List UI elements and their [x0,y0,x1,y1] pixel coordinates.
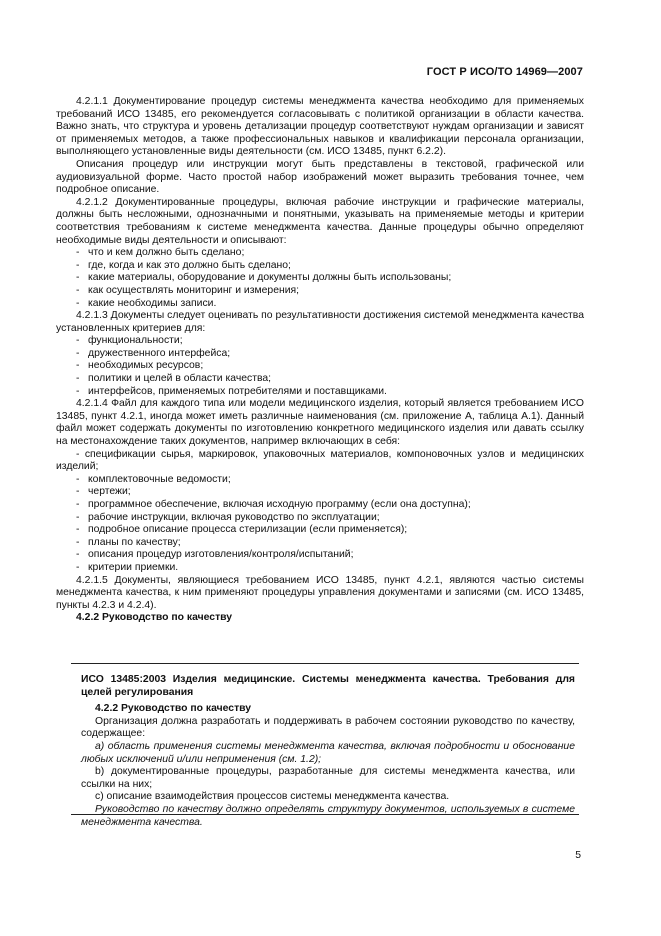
list-item: - что и кем должно быть сделано; [76,247,245,259]
list-item: - подробное описание процесса стерилизации (если применяется); [76,524,408,536]
box-item-a: а) область применения системы менеджмента качества, включая подробности и обоснование любых исключений и/или неприменения (см. 1.2); [81,740,575,765]
paragraph-4-2-1-1: 4.2.1.1 Документирование процедур системы менеджмента качества необходимо для применяемых требований ИСО 13485, его рекомендуется согласовывать с политикой организации в области качества. Важно знать, что структура и уровень детализации процедур соответствуют нуждам организации и зависят от применяемых методов, а также профессиональных навыков и квалификации персонала организации, выполняющего установленные виды деятельности (см. ИСО 13485, пункт 6.2.2). [56,96,584,158]
box-note: Руководство по качеству должно определять структуру документов, используемых в системе менеджмента качества. [81,803,575,828]
paragraph-4-2-1-2: 4.2.1.2 Документированные процедуры, включая рабочие инструкции и графические материалы, должны быть несложными, однозначными и понятными, указывать на применяемые методы и критерии соответствия требованиям к системе менеджмента качества. Данные процедуры обычно определяют необходимые виды деятельности и описывают: [56,196,584,246]
list-item: - необходимых ресурсов; [76,360,204,372]
list-item: - где, когда и как это должно быть сделано; [76,259,291,271]
list-item: - критерии приемки. [76,561,179,573]
list-item: - чертежи; [76,486,131,498]
section-heading-4-2-2: 4.2.2 Руководство по качеству [76,612,233,624]
list-item: - спецификации сырья, маркировок, упаковочных материалов, компоновочных узлов и медицинских изделий; [56,448,584,473]
list-item: - как осуществлять мониторинг и измерения; [76,284,300,296]
list-item: - комплектовочные ведомости; [76,473,231,485]
paragraph-descriptions: Описания процедур или инструкции могут быть представлены в текстовой, графической или аудиовизуальной форме. Часто простой набор изображений может выразить требования точнее, чем подробное описание. [56,158,584,196]
list-item: - какие необходимы записи. [76,297,217,309]
paragraph-4-2-1-5: 4.2.1.5 Документы, являющиеся требованием ИСО 13485, пункт 4.2.1, являются частью системы менеджмента качества, к ним применяют процедуры управления документами и записями (см. ИСО 13485, пункты 4.2.3 и 4.2.4). [56,574,584,611]
box-intro: Организация должна разработать и поддерживать в рабочем состоянии руководство по качеству, содержащее: [81,715,575,740]
list-item: - программное обеспечение, включая исходную программу (если она доступна); [76,499,471,510]
list-item: - рабочие инструкции, включая руководство по эксплуатации; [76,511,380,523]
box-item-b: b) документированные процедуры, разработанные для системы менеджмента качества, или ссылки на них; [81,766,575,790]
list-item: - описания процедур изготовления/контроля/испытаний; [76,549,354,561]
box-item-c: c) описание взаимодействия процессов системы менеджмента качества. [95,791,450,803]
paragraph-4-2-1-4: 4.2.1.4 Файл для каждого типа или модели медицинского изделия, который является требованием ИСО 13485, пункт 4.2.1, иногда может иметь различные наименования (см. приложение А, таблица А.1). Данный файл может содержать документы по изготовлению конкретного медицинского изделия или давать ссылку на местонахождение таких документов, например включающих в себя: [56,398,584,448]
document-body [56,96,584,625]
paragraph-4-2-1-3: 4.2.1.3 Документы следует оценивать по результативности достижения системой менеджмента качества установленных критериев для: [56,310,584,334]
list-criteria [56,335,584,398]
list-item: - дружественного интерфейса; [76,347,231,359]
list-item: - какие материалы, оборудование и документы должны быть использованы; [76,272,452,284]
box-title: ИСО 13485:2003 Изделия медицинские. Системы менеджмента качества. Требования для целей регулирования [81,674,575,698]
page-number: 5 [575,850,581,861]
list-item: - планы по качеству; [76,536,181,548]
list-item: - интерфейсов, применяемых потребителями и поставщиками. [76,385,387,397]
document-header: ГОСТ Р ИСО/ТО 14969—2007 [426,66,583,78]
list-item: - функциональности; [76,335,183,347]
list-item: - политики и целей в области качества; [76,373,272,385]
list-procedures [56,247,584,310]
box-subtitle: 4.2.2 Руководство по качеству [95,703,252,715]
standard-excerpt-box [71,663,579,828]
list-file-contents [56,449,584,575]
